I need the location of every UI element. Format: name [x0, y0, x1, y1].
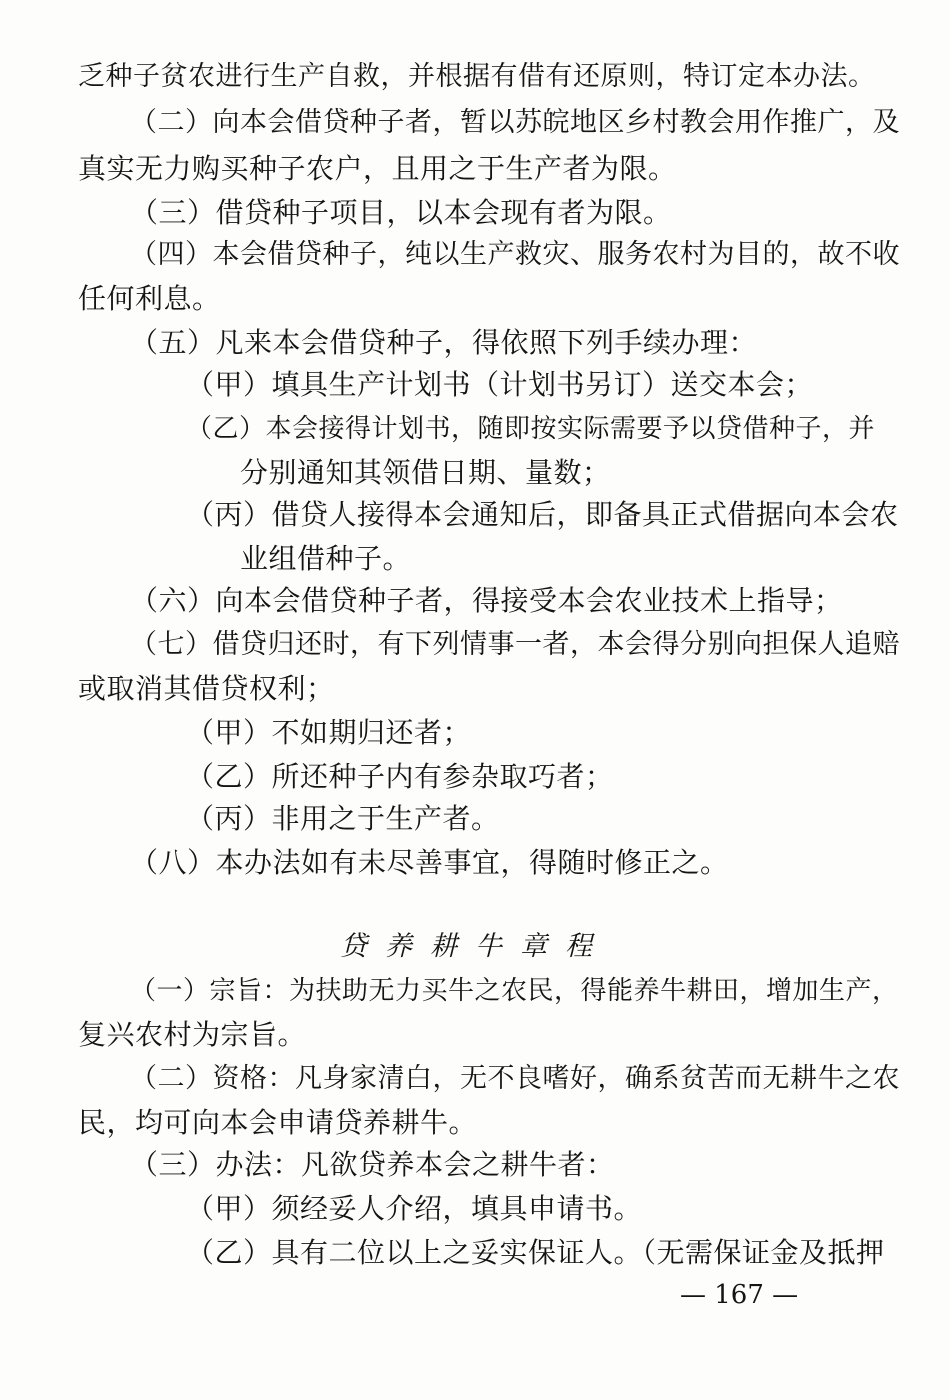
text-line: （四）本会借贷种子，纯以生产救灾、服务农村为目的，故不收: [130, 239, 900, 270]
text-line: 业组借种子。: [240, 542, 412, 575]
text-line: （六）向本会借贷种子者，得接受本会农业技术上指导；: [130, 584, 843, 617]
text-line: （甲）不如期归还者；: [186, 716, 472, 749]
text-line: （二）向本会借贷种子者，暂以苏皖地区乡村教会用作推广，及: [130, 107, 900, 138]
text-line: 真实无力购买种子农户，且用之于生产者为限。: [78, 152, 677, 185]
section-title: 贷养耕牛章程: [340, 931, 610, 962]
text-line: （甲）填具生产计划书（计划书另订）送交本会；: [186, 368, 814, 401]
text-line: （丙）非用之于生产者。: [186, 802, 500, 835]
text-line: 复兴农村为宗旨。: [78, 1018, 307, 1051]
text-line: （一）宗旨：为扶助无力买牛之农民，得能养牛耕田，增加生产，: [130, 976, 899, 1006]
text-line: （乙）具有二位以上之妥实保证人。（无需保证金及抵押: [186, 1236, 885, 1269]
text-line: 或取消其借贷权利；: [78, 672, 335, 705]
text-line: 分别通知其领借日期、量数；: [240, 456, 611, 489]
text-line: （乙）所还种子内有参杂取巧者；: [186, 760, 614, 793]
text-line: （三）借贷种子项目，以本会现有者为限。: [130, 196, 672, 229]
text-line: 民，均可向本会申请贷养耕牛。: [78, 1106, 478, 1139]
text-line: （三）办法：凡欲贷养本会之耕牛者：: [130, 1148, 615, 1181]
text-line: （二）资格：凡身家清白，无不良嗜好，确系贫苦而无耕牛之农: [130, 1063, 900, 1094]
text-line: （丙）借贷人接得本会通知后，即备具正式借据向本会农: [186, 498, 899, 531]
text-line: （八）本办法如有未尽善事宜，得随时修正之。: [130, 846, 729, 879]
page-number: — 167 —: [680, 1280, 799, 1310]
text-line: （甲）须经妥人介绍，填具申请书。: [186, 1192, 643, 1225]
text-line: （五）凡来本会借贷种子，得依照下列手续办理：: [130, 326, 758, 359]
text-line: （乙）本会接得计划书，随即按实际需要予以贷借种子，并: [186, 414, 876, 444]
text-line: 乏种子贫农进行生产自救，并根据有借有还原则，特订定本办法。: [78, 61, 876, 92]
text-line: （七）借贷归还时，有下列情事一者，本会得分别向担保人追赔: [130, 629, 900, 660]
text-line: 任何利息。: [78, 282, 221, 315]
